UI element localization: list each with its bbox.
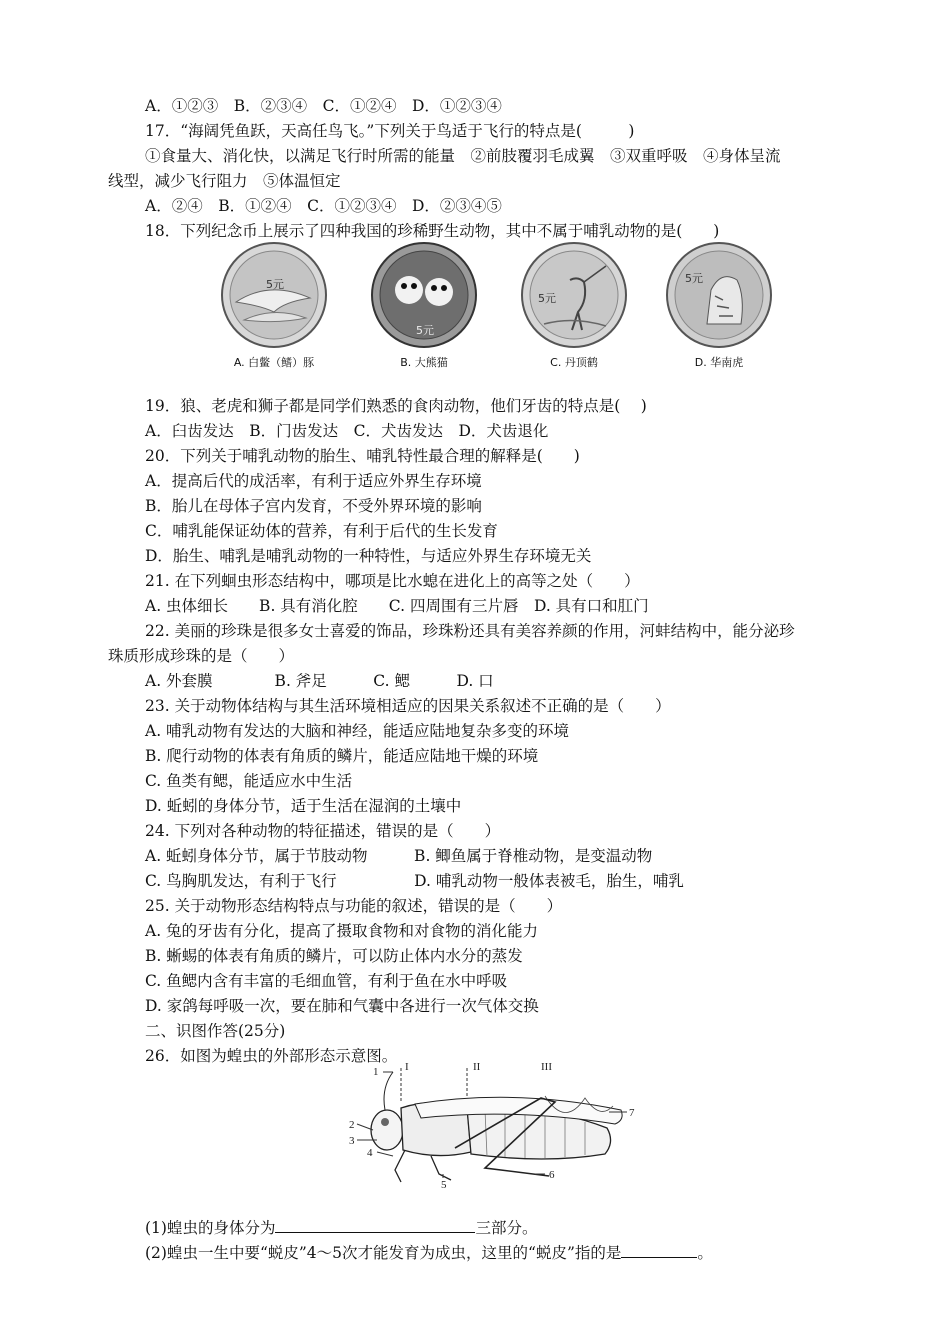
- crane-coin-icon: [514, 240, 634, 350]
- q25-option-d: D. 家鸽每呼吸一次，要在肺和气囊中各进行一次气体交换: [145, 997, 539, 1015]
- label-2: 2: [349, 1119, 355, 1131]
- coin-c: [510, 240, 638, 370]
- q17-options: A．②④ B．①②④ C．①②③④ D．②③④⑤: [145, 197, 502, 215]
- q23-option-b: B. 爬行动物的体表有角质的鳞片，能适应陆地干燥的环境: [145, 747, 539, 765]
- q20-option-d: D．胎生、哺乳是哺乳动物的一种特性，与适应外界生存环境无关: [145, 547, 592, 565]
- q25-option-a: A. 兔的牙齿有分化，提高了摄取食物和对食物的消化能力: [145, 922, 539, 940]
- q26-answer-blank-1[interactable]: [275, 1216, 475, 1233]
- coins-figure: [200, 240, 800, 380]
- svg-text:5元: 5元: [538, 292, 556, 305]
- q26-part1: (1)蝗虫的身体分为 三部分。: [145, 1216, 537, 1238]
- svg-text:5元: 5元: [266, 278, 284, 291]
- section-2-heading: 二、识图作答(25分): [145, 1022, 286, 1040]
- coin-a: [210, 240, 338, 370]
- q17-statements-1: ①食量大、消化快，以满足飞行时所需的能量 ②前肢覆羽毛成翼 ③双重呼吸 ④身体呈流: [145, 147, 781, 165]
- q23-stem: 23. 关于动物体结构与其生活环境相适应的因果关系叙述不正确的是（ ）: [145, 697, 671, 715]
- q22-stem-1: 22. 美丽的珍珠是很多女士喜爱的饰品，珍珠粉还具有美容养颜的作用，河蚌结构中，能分泌珍: [145, 622, 795, 640]
- q20-option-b: B．胎儿在母体子宫内发育，不受外界环境的影响: [145, 497, 482, 515]
- q22-options: A. 外套膜 B. 斧足 C. 鳃 D. 口: [145, 672, 494, 690]
- locust-fore-leg: [395, 1150, 405, 1182]
- coin-a-caption: A. 白鳖（鳍）豚: [233, 356, 315, 369]
- q18-stem: 18．下列纪念币上展示了四种我国的珍稀野生动物，其中不属于哺乳动物的是( ): [145, 222, 720, 240]
- q16-options: A．①②③ B．②③④ C．①②④ D．①②③④: [145, 97, 502, 115]
- q22-stem-2: 珠质形成珍珠的是（ ）: [108, 647, 295, 665]
- label-I: I: [405, 1061, 409, 1073]
- q24-stem: 24. 下列对各种动物的特征描述，错误的是（ ）: [145, 822, 501, 840]
- q26-part2: (2)蝗虫一生中要“蜕皮”4～5次才能发育为成虫，这里的“蜕皮”指的是 。: [145, 1241, 713, 1263]
- label-5: 5: [441, 1179, 447, 1190]
- label-III: III: [541, 1061, 552, 1073]
- q26-answer-blank-2[interactable]: [621, 1241, 697, 1258]
- tiger-coin-icon: [659, 240, 779, 350]
- coin-d: [655, 240, 783, 370]
- q23-option-c: C. 鱼类有鳃，能适应水中生活: [145, 772, 353, 790]
- label-3: 3: [349, 1135, 355, 1147]
- svg-text:5元: 5元: [416, 324, 434, 337]
- locust-head: [371, 1110, 403, 1150]
- q21-stem: 21. 在下列蛔虫形态结构中，哪项是比水螅在进化上的高等之处（ ）: [145, 572, 640, 590]
- locust-eye: [381, 1118, 389, 1126]
- locust-mid-leg: [431, 1156, 451, 1180]
- q20-stem: 20．下列关于哺乳动物的胎生、哺乳特性最合理的解释是( ): [145, 447, 580, 465]
- q17-stem: 17．“海阔凭鱼跃，天高任鸟飞。”下列关于鸟适于飞行的特点是( ): [145, 122, 635, 140]
- label-4: 4: [367, 1147, 373, 1159]
- q23-option-a: A. 哺乳动物有发达的大脑和神经，能适应陆地复杂多变的环境: [145, 722, 570, 740]
- locust-antenna: [384, 1072, 393, 1110]
- panda-coin-icon: [364, 240, 484, 350]
- label-7: 7: [629, 1107, 635, 1119]
- q25-option-b: B. 蜥蜴的体表有角质的鳞片，可以防止体内水分的蒸发: [145, 947, 523, 965]
- coin-c-caption: C. 丹顶鹤: [550, 356, 598, 369]
- coin-d-caption: D. 华南虎: [694, 356, 744, 369]
- q19-options: A．臼齿发达 B．门齿发达 C．犬齿发达 D．犬齿退化: [145, 422, 549, 440]
- q24-options-cd: C. 鸟胸肌发达，有利于飞行 D. 哺乳动物一般体表被毛，胎生，哺乳: [145, 872, 684, 890]
- q20-option-c: C．哺乳能保证幼体的营养，有利于后代的生长发育: [145, 522, 498, 540]
- label-II: II: [473, 1061, 481, 1073]
- coin-b: [360, 240, 488, 370]
- label-6: 6: [549, 1169, 555, 1181]
- label-1: 1: [373, 1066, 379, 1078]
- q25-option-c: C. 鱼鳃内含有丰富的毛细血管，有利于鱼在水中呼吸: [145, 972, 508, 990]
- q19-stem: 19．狼、老虎和狮子都是同学们熟悉的食肉动物，他们牙齿的特点是( ): [145, 397, 647, 415]
- q25-stem: 25. 关于动物形态结构特点与功能的叙述，错误的是（ ）: [145, 897, 563, 915]
- dolphin-coin-icon: [214, 240, 334, 350]
- q26-stem: 26．如图为蝗虫的外部形态示意图。: [145, 1047, 398, 1065]
- locust-diagram: [345, 1058, 645, 1190]
- q20-option-a: A．提高后代的成活率，有利于适应外界生存环境: [145, 472, 482, 490]
- q17-statements-2: 线型，减少飞行阻力 ⑤体温恒定: [108, 172, 341, 190]
- coin-b-caption: B. 大熊猫: [400, 356, 448, 369]
- svg-text:5元: 5元: [685, 272, 703, 285]
- q23-option-d: D. 蚯蚓的身体分节，适于生活在湿润的土壤中: [145, 797, 462, 815]
- q21-options: A. 虫体细长 B. 具有消化腔 C. 四周围有三片唇 D. 具有口和肛门: [145, 597, 649, 615]
- q24-options-ab: A. 蚯蚓身体分节，属于节肢动物 B. 鲫鱼属于脊椎动物，是变温动物: [145, 847, 653, 865]
